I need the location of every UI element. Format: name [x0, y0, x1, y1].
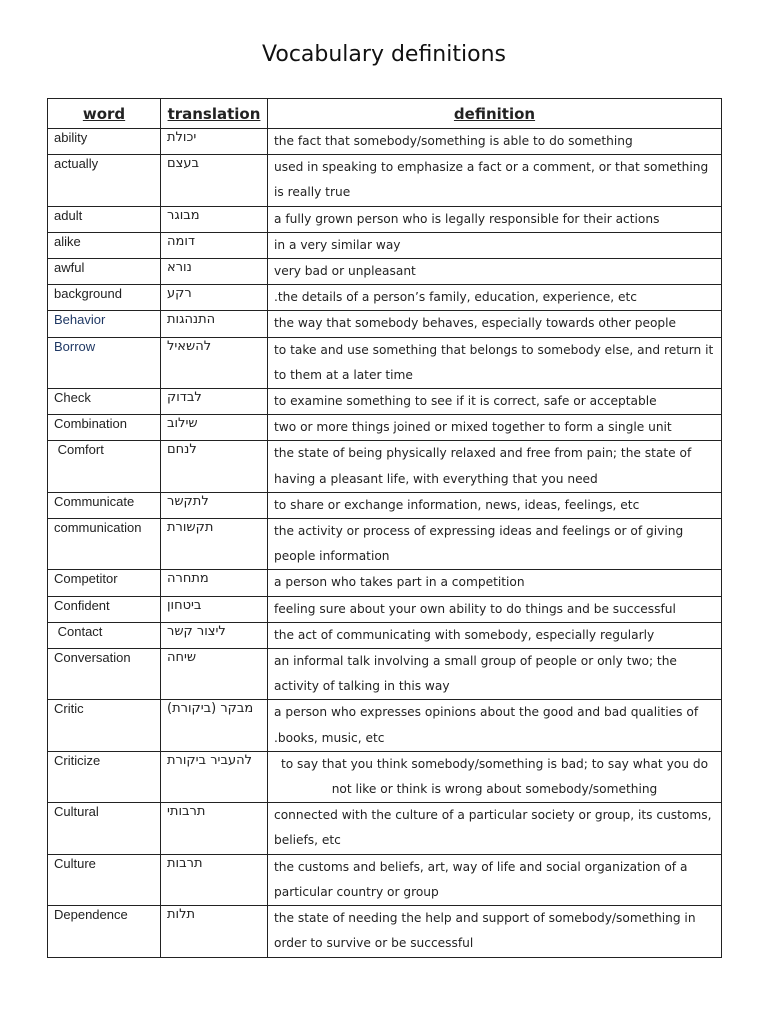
word-cell: [48, 906, 161, 957]
definition-text: feeling sure about your own ability to do things and be successful: [274, 601, 676, 616]
definition-cell: [268, 596, 722, 622]
word-cell: [48, 649, 161, 700]
definition-text: the activity or process of expressing ideas and feelings or of giving people information: [274, 524, 684, 564]
word-text: Comfort: [54, 442, 104, 458]
word-cell: [48, 337, 161, 388]
definition-cell: [268, 854, 722, 905]
table-row: [48, 285, 722, 311]
word-cell: [48, 596, 161, 622]
translation-cell: [161, 232, 268, 258]
definition-cell: [268, 441, 722, 492]
translation-text: התנהגות: [167, 312, 216, 328]
word-text: Communicate: [54, 493, 135, 509]
table-body: [48, 129, 722, 958]
translation-cell: [161, 129, 268, 155]
translation-cell: [161, 155, 268, 206]
word-text: Behavior: [54, 312, 106, 328]
word-text: actually: [54, 156, 99, 172]
definition-cell: [268, 415, 722, 441]
definition-cell: [268, 906, 722, 957]
word-cell: [48, 259, 161, 285]
word-text: ability: [54, 130, 88, 145]
word-text: Confident: [54, 597, 110, 613]
word-cell: [48, 854, 161, 905]
word-cell: [48, 311, 161, 337]
translation-text: תרבותי: [167, 804, 206, 820]
definition-cell: [268, 232, 722, 258]
translation-text: מתחרה: [167, 571, 209, 587]
word-text: Check: [54, 390, 91, 406]
word-cell: [48, 803, 161, 854]
word-cell: [48, 492, 161, 518]
table-row: [48, 259, 722, 285]
word-cell: [48, 232, 161, 258]
table-row: [48, 311, 722, 337]
page-title: Vocabulary definitions: [262, 42, 506, 67]
translation-cell: [161, 700, 268, 751]
translation-cell: [161, 206, 268, 232]
definition-text: a person who expresses opinions about the good and bad qualities of .books, music, etc: [274, 705, 699, 745]
table-row: [48, 700, 722, 751]
definition-cell: [268, 803, 722, 854]
word-text: background: [54, 286, 122, 302]
word-cell: [48, 206, 161, 232]
translation-text: לבדוק: [167, 390, 202, 406]
table-row: [48, 389, 722, 415]
word-text: adult: [54, 207, 83, 223]
definition-text: to take and use something that belongs to somebody else, and return it to them at a later time: [274, 342, 714, 382]
definition-cell: [268, 751, 722, 802]
translation-text: נורא: [167, 260, 192, 276]
definition-text: a person who takes part in a competition: [274, 575, 525, 590]
definition-cell: [268, 155, 722, 206]
table-row: [48, 415, 722, 441]
table-row: [48, 649, 722, 700]
word-cell: [48, 751, 161, 802]
word-cell: [48, 570, 161, 596]
definition-cell: [268, 337, 722, 388]
translation-cell: [161, 751, 268, 802]
table-row: [48, 751, 722, 802]
header-definition: definition: [268, 99, 722, 129]
definition-text: an informal talk involving a small group of people or only two; the activity of talking in this way: [274, 654, 677, 694]
translation-text: מבוגר: [167, 207, 200, 223]
table-row: [48, 622, 722, 648]
translation-cell: [161, 906, 268, 957]
translation-text: ביטחון: [167, 597, 202, 613]
word-cell: [48, 285, 161, 311]
word-text: Cultural: [54, 804, 99, 820]
translation-cell: [161, 389, 268, 415]
translation-text: לנחם: [167, 442, 197, 458]
definition-text: to examine something to see if it is correct, safe or acceptable: [274, 394, 657, 409]
translation-text: תקשורת: [167, 520, 214, 536]
table-row: [48, 854, 722, 905]
word-cell: [48, 622, 161, 648]
translation-cell: [161, 519, 268, 570]
translation-text: יכולת: [167, 130, 197, 145]
word-text: awful: [54, 260, 85, 276]
definition-text: the customs and beliefs, art, way of life and social organization of a particular country or group: [274, 859, 688, 899]
translation-cell: [161, 311, 268, 337]
table-row: [48, 337, 722, 388]
definition-text: the state of being physically relaxed and free from pain; the state of having a pleasant life, with everything that you need: [274, 446, 692, 486]
definition-cell: [268, 649, 722, 700]
table-row: [48, 570, 722, 596]
definition-text: very bad or unpleasant: [274, 264, 416, 279]
translation-cell: [161, 415, 268, 441]
translation-cell: [161, 337, 268, 388]
table-row: [48, 129, 722, 155]
word-text: Competitor: [54, 571, 118, 587]
word-text: Contact: [54, 623, 103, 639]
definition-cell: [268, 622, 722, 648]
definition-cell: [268, 492, 722, 518]
definition-cell: [268, 259, 722, 285]
word-cell: [48, 519, 161, 570]
definition-text: the fact that somebody/something is able to do something: [274, 134, 633, 148]
translation-cell: [161, 492, 268, 518]
definition-cell: [268, 311, 722, 337]
word-cell: [48, 700, 161, 751]
translation-cell: [161, 441, 268, 492]
header-translation: translation: [161, 99, 268, 129]
definition-text: two or more things joined or mixed together to form a single unit: [274, 420, 672, 435]
definition-text: the act of communicating with somebody, especially regularly: [274, 627, 655, 642]
translation-cell: [161, 622, 268, 648]
translation-text: רקע: [167, 286, 192, 302]
translation-text: דומה: [167, 233, 195, 249]
translation-text: לתקשר: [167, 493, 209, 509]
word-cell: [48, 155, 161, 206]
vocabulary-table: [47, 98, 722, 958]
definition-text: used in speaking to emphasize a fact or a comment, or that something is really true: [274, 160, 709, 200]
translation-cell: [161, 285, 268, 311]
definition-cell: [268, 389, 722, 415]
translation-cell: [161, 803, 268, 854]
translation-text: תרבות: [167, 855, 203, 871]
translation-cell: [161, 649, 268, 700]
translation-text: ליצור קשר: [167, 623, 226, 639]
table-row: [48, 155, 722, 206]
word-text: Criticize: [54, 752, 101, 768]
definition-cell: [268, 285, 722, 311]
definition-text: in a very similar way: [274, 237, 401, 252]
table-row: [48, 232, 722, 258]
translation-text: תלות: [167, 907, 196, 923]
word-text: alike: [54, 233, 81, 249]
definition-cell: [268, 129, 722, 155]
translation-text: להעביר ביקורת: [167, 752, 252, 768]
table-row: [48, 492, 722, 518]
translation-cell: [161, 570, 268, 596]
table-row: [48, 519, 722, 570]
translation-text: להשאיל: [167, 338, 212, 354]
word-cell: [48, 441, 161, 492]
table-row: [48, 596, 722, 622]
definition-cell: [268, 570, 722, 596]
word-cell: [48, 129, 161, 155]
translation-text: בעצם: [167, 156, 199, 172]
translation-text: מבקר (ביקורת): [167, 701, 254, 717]
translation-text: שילוב: [167, 416, 198, 432]
word-text: Borrow: [54, 338, 96, 354]
definition-text: the way that somebody behaves, especially towards other people: [274, 316, 677, 331]
definition-text: connected with the culture of a particular society or group, its customs, beliefs, etc: [274, 808, 712, 848]
table-header-row: [48, 99, 722, 129]
header-word: word: [48, 99, 161, 129]
word-cell: [48, 389, 161, 415]
definition-cell: [268, 519, 722, 570]
definition-text: to say that you think somebody/something is bad; to say what you do not like or think is wrong about somebody/something: [280, 756, 709, 797]
table-row: [48, 803, 722, 854]
table-row: [48, 441, 722, 492]
translation-cell: [161, 854, 268, 905]
translation-cell: [161, 259, 268, 285]
definition-cell: [268, 206, 722, 232]
definition-cell: [268, 700, 722, 751]
word-text: Dependence: [54, 907, 128, 923]
word-cell: [48, 415, 161, 441]
table-row: [48, 206, 722, 232]
definition-text: a fully grown person who is legally responsible for their actions: [274, 211, 660, 226]
word-text: Conversation: [54, 650, 131, 666]
translation-cell: [161, 596, 268, 622]
definition-text: the state of needing the help and support of somebody/something in order to survive or be successful: [274, 911, 696, 951]
translation-text: שיחה: [167, 650, 197, 666]
word-text: Combination: [54, 416, 127, 432]
definition-text: .the details of a person’s family, education, experience, etc: [274, 290, 637, 305]
word-text: Culture: [54, 855, 96, 871]
word-text: communication: [54, 520, 142, 536]
word-text: Critic: [54, 701, 84, 717]
table-row: [48, 906, 722, 957]
definition-text: to share or exchange information, news, ideas, feelings, etc: [274, 497, 640, 512]
